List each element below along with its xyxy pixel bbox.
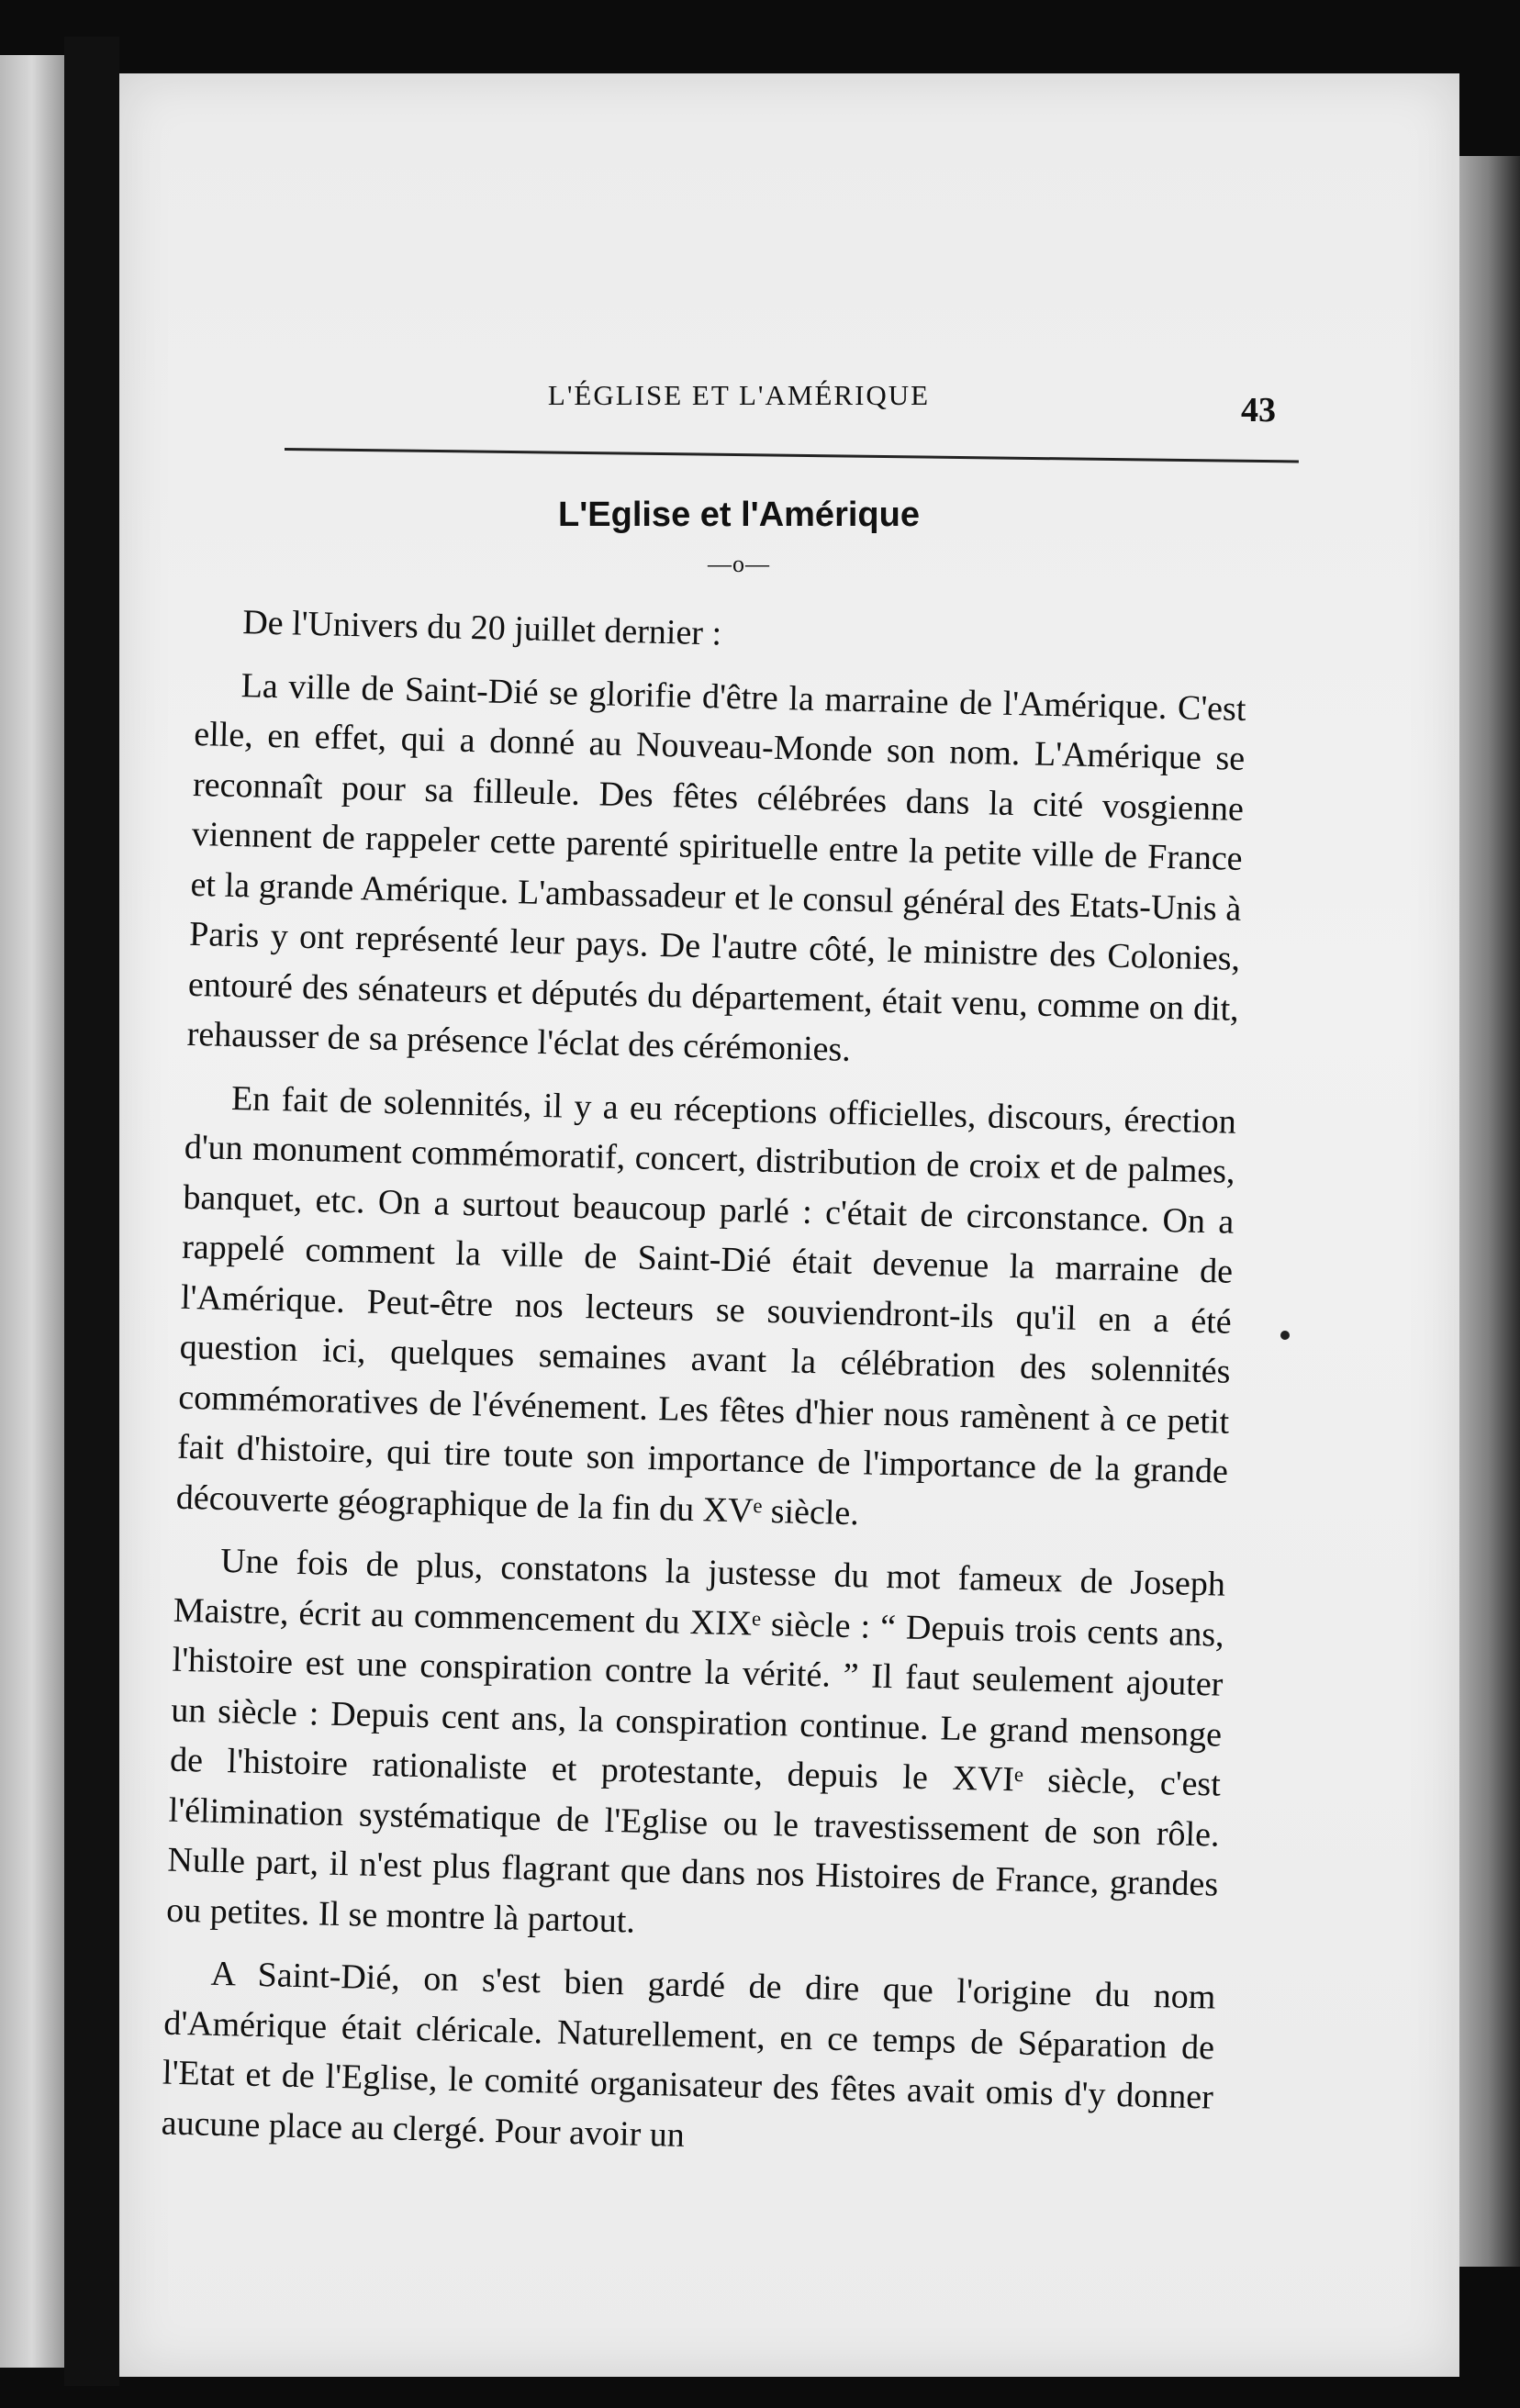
article-title: L'Eglise et l'Amérique: [558, 496, 920, 534]
page-number: 43: [1241, 391, 1276, 429]
title-ornament: —o—: [708, 551, 770, 577]
article-body: [161, 596, 1248, 2186]
running-head: [211, 298, 1276, 429]
paragraph-3: Une fois de plus, constatons la justesse du mot fameux de Joseph Maistre, écrit au commencement du XIXᵉ siècle : “ Depuis trois cents ans, l'histoire est une conspiration contre la vérité. ” Il faut seulement ajouter un siècle : Depuis cent ans, la conspiration continue. Le grand mensonge de l'histoire rationaliste et protestante, depuis le XVIᵉ siècle, c'est l'élimination systématique de l'Eglise ou le travestissement de son rôle. Nulle part, il n'est plus flagrant que dans nos Histoires de France, grandes ou petites. Il se montre là partout.: [165, 1541, 1226, 1941]
paragraph-2: En fait de solennités, il y a eu réceptions officielles, discours, érection d'un monument commémoratif, concert, distribution de croix et de palmes, banquet, etc. On a surtout beaucoup parlé : c'était de circonstance. On a rappelé comment la ville de Saint-Dié était devenue la marraine de l'Amérique. Peut-être nos lecteurs se souviendront-ils qu'il en a été question ici, quelques semaines avant la célébration des solennités commémoratives de l'événement. Les fêtes d'hier nous ramènent à ce petit fait d'histoire, qui tire toute son importance de l'importance de la grande découverte géographique de la fin du XVᵉ siècle.: [175, 1078, 1237, 1533]
source-line: De l'Univers du 20 juillet dernier :: [241, 603, 722, 653]
book-gutter: [64, 37, 119, 2386]
book-page: [119, 73, 1459, 2377]
adjacent-page-edge: [0, 55, 64, 2368]
paragraph-1: La ville de Saint-Dié se glorifie d'être la marraine de l'Amérique. C'est elle, en effet, qui a donné au Nouveau-Monde son nom. L'Amérique se reconnaît pour sa filleule. Des fêtes célébrées dans la cité vosgienne viennent de rappeler cette parenté spirituelle entre la petite ville de France et la grande Amérique. L'ambassadeur et le consul général des Etats-Unis à Paris y ont représenté leur pays. De l'autre côté, le ministre des Colonies, entouré des sénateurs et députés du département, était venu, comme on dit, rehausser de sa présence l'éclat des cérémonies.: [186, 665, 1246, 1069]
page-stack-edge: [1450, 156, 1520, 2267]
ink-speck: [1280, 1331, 1290, 1340]
paragraph-4: A Saint-Dié, on s'est bien gardé de dire que l'origine du nom d'Amérique était cléricale. Naturellement, en ce temps de Séparation de l'Etat et de l'Eglise, le comité organisateur des fêtes avait omis d'y donner aucune place au clergé. Pour avoir un: [161, 1954, 1216, 2155]
running-head-title: L'ÉGLISE ET L'AMÉRIQUE: [547, 379, 931, 411]
header-rule: [285, 448, 1299, 463]
